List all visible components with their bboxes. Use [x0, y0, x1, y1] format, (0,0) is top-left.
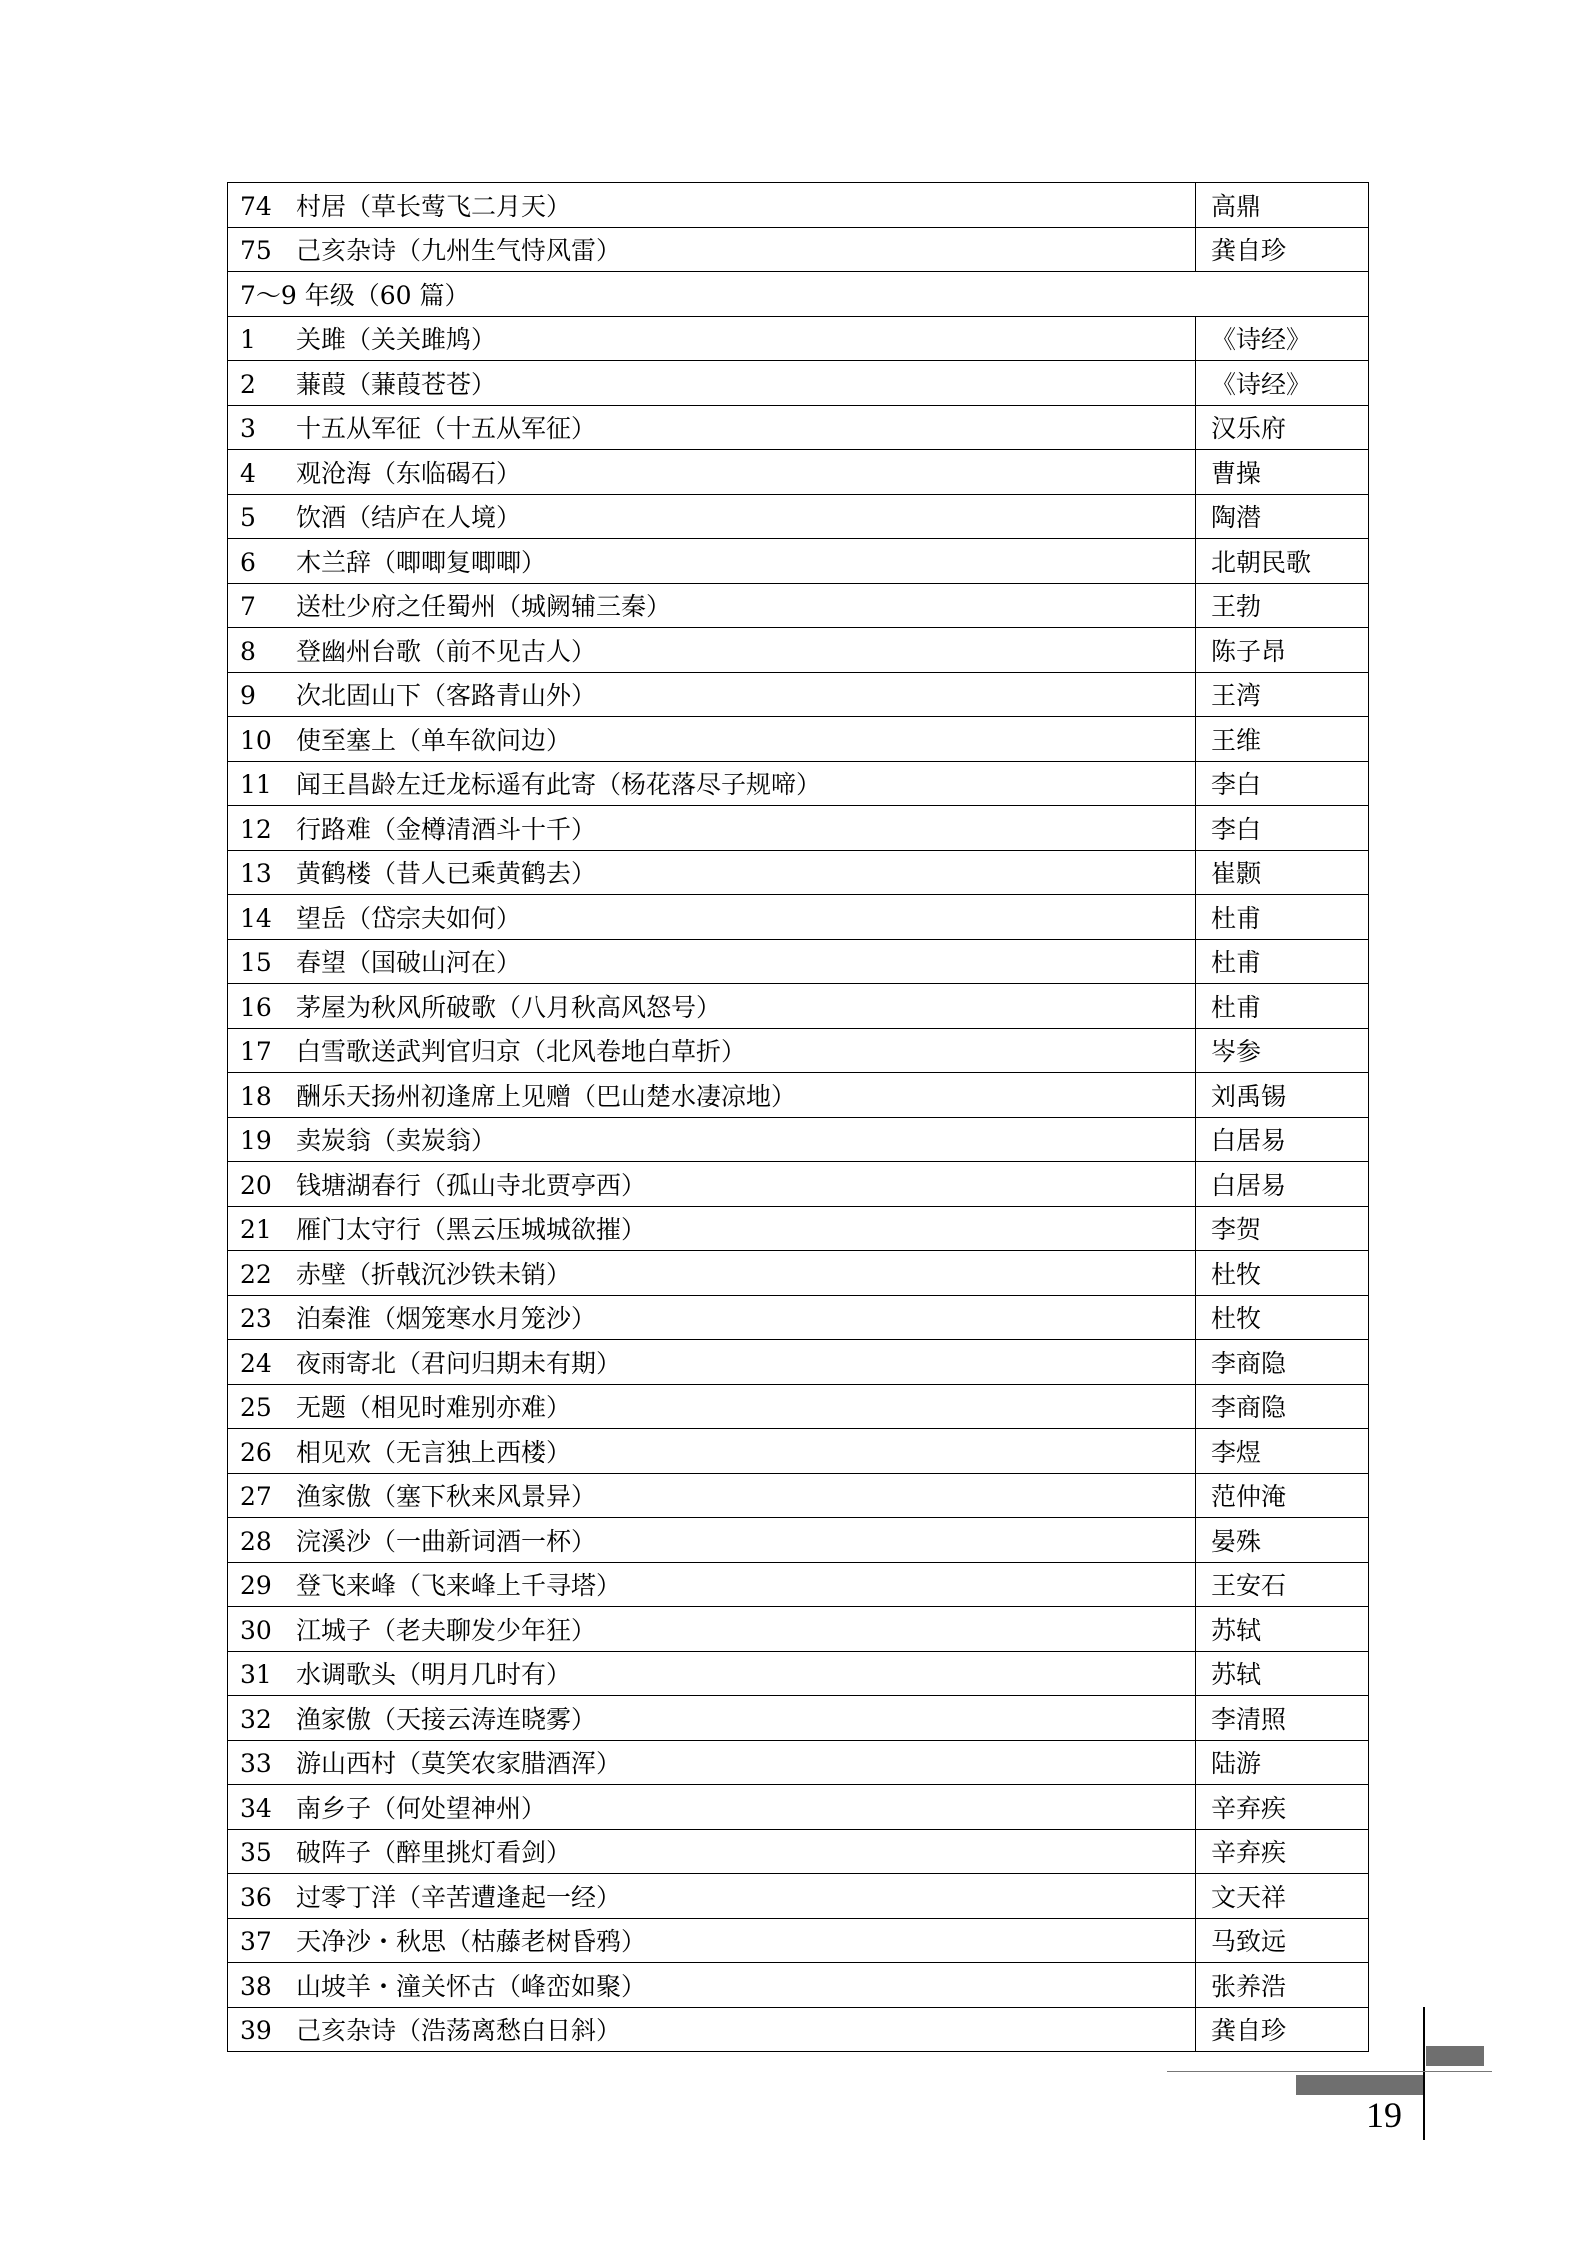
table-row — [228, 1829, 1369, 1874]
poem-cell — [228, 450, 1196, 495]
poem-cell — [228, 1028, 1196, 1073]
poem-title: 赤壁（折戟沉沙铁未销） — [296, 1259, 572, 1289]
poem-author: 杜牧 — [1196, 1295, 1369, 1340]
table-row — [228, 1429, 1369, 1474]
poem-title: 十五从军征（十五从军征） — [296, 414, 597, 444]
poem-cell — [228, 672, 1196, 717]
poem-author: 王勃 — [1196, 583, 1369, 628]
poem-number: 7 — [240, 592, 256, 622]
table-row — [228, 361, 1369, 406]
poem-number: 30 — [240, 1615, 272, 1645]
poem-cell — [228, 1696, 1196, 1741]
poem-title: 相见欢（无言独上西楼） — [296, 1437, 572, 1467]
poem-author: 北朝民歌 — [1196, 539, 1369, 584]
poem-title: 己亥杂诗（浩荡离愁白日斜） — [296, 2016, 622, 2046]
poem-title: 行路难（金樽清酒斗十千） — [296, 814, 597, 844]
table-row — [228, 1295, 1369, 1340]
poem-title: 望岳（岱宗夫如何） — [296, 903, 522, 933]
poem-number: 20 — [240, 1170, 272, 1200]
poem-cell — [228, 984, 1196, 1029]
poem-cell — [228, 761, 1196, 806]
poem-number: 16 — [240, 992, 272, 1022]
poem-title: 己亥杂诗（九州生气恃风雷） — [296, 236, 622, 266]
poem-number: 9 — [240, 681, 256, 711]
poem-title: 闻王昌龄左迁龙标遥有此寄（杨花落尽子规啼） — [296, 770, 822, 800]
table-row — [228, 1740, 1369, 1785]
poem-title: 无题（相见时难别亦难） — [296, 1393, 572, 1423]
table-row — [228, 1384, 1369, 1429]
poem-title: 饮酒（结庐在人境） — [296, 503, 522, 533]
poem-cell — [228, 183, 1196, 228]
poem-title: 关雎（关关雎鸠） — [296, 325, 497, 355]
poem-author: 李白 — [1196, 761, 1369, 806]
table-row — [228, 2007, 1369, 2052]
poem-number: 5 — [240, 503, 256, 533]
table-row — [228, 539, 1369, 584]
poem-cell — [228, 1607, 1196, 1652]
table-row — [228, 1963, 1369, 2008]
poem-list-table-container — [227, 182, 1368, 2052]
poem-number: 74 — [240, 191, 272, 221]
poem-cell — [228, 717, 1196, 762]
poem-author: 李贺 — [1196, 1206, 1369, 1251]
poem-title: 登幽州台歌（前不见古人） — [296, 636, 597, 666]
poem-title: 游山西村（莫笑农家腊酒浑） — [296, 1749, 622, 1779]
poem-author: 马致远 — [1196, 1918, 1369, 1963]
poem-title: 渔家傲（天接云涛连晓雾） — [296, 1704, 597, 1734]
table-row — [228, 984, 1369, 1029]
table-row — [228, 1562, 1369, 1607]
table-row — [228, 1162, 1369, 1207]
poem-title: 春望（国破山河在） — [296, 948, 522, 978]
poem-cell — [228, 1206, 1196, 1251]
table-row — [228, 1696, 1369, 1741]
table-row — [228, 1918, 1369, 1963]
poem-number: 19 — [240, 1126, 272, 1156]
poem-number: 32 — [240, 1704, 272, 1734]
poem-author: 李商隐 — [1196, 1384, 1369, 1429]
poem-number: 13 — [240, 859, 272, 889]
poem-title: 观沧海（东临碣石） — [296, 458, 522, 488]
poem-author: 曹操 — [1196, 450, 1369, 495]
poem-author: 辛弃疾 — [1196, 1829, 1369, 1874]
poem-title: 蒹葭（蒹葭苍苍） — [296, 369, 497, 399]
poem-number: 38 — [240, 1971, 272, 2001]
poem-cell — [228, 1429, 1196, 1474]
poem-cell — [228, 1963, 1196, 2008]
poem-cell — [228, 1073, 1196, 1118]
poem-title: 过零丁洋（辛苦遭逢起一经） — [296, 1882, 622, 1912]
table-row — [228, 1340, 1369, 1385]
poem-author: 李商隐 — [1196, 1340, 1369, 1385]
poem-title: 破阵子（醉里挑灯看剑） — [296, 1838, 572, 1868]
poem-title: 使至塞上（单车欲问边） — [296, 725, 572, 755]
table-row — [228, 1607, 1369, 1652]
corner-gray-bar-lower — [1296, 2075, 1423, 2095]
poem-title: 登飞来峰（飞来峰上千寻塔） — [296, 1571, 622, 1601]
poem-author: 王安石 — [1196, 1562, 1369, 1607]
poem-author: 汉乐府 — [1196, 405, 1369, 450]
table-row — [228, 672, 1369, 717]
table-row — [228, 316, 1369, 361]
poem-cell — [228, 1251, 1196, 1296]
poem-number: 37 — [240, 1927, 272, 1957]
poem-cell — [228, 405, 1196, 450]
table-row — [228, 806, 1369, 851]
poem-title: 渔家傲（塞下秋来风景异） — [296, 1482, 597, 1512]
poem-number: 11 — [240, 770, 272, 800]
poem-cell — [228, 227, 1196, 272]
poem-number: 3 — [240, 414, 256, 444]
poem-title: 雁门太守行（黑云压城城欲摧） — [296, 1215, 647, 1245]
poem-author: 张养浩 — [1196, 1963, 1369, 2008]
poem-number: 8 — [240, 636, 256, 666]
poem-title: 江城子（老夫聊发少年狂） — [296, 1615, 597, 1645]
poem-title: 天净沙・秋思（枯藤老树昏鸦） — [296, 1927, 647, 1957]
poem-number: 22 — [240, 1259, 272, 1289]
table-row — [228, 628, 1369, 673]
poem-number: 2 — [240, 369, 256, 399]
poem-cell — [228, 316, 1196, 361]
poem-author: 王湾 — [1196, 672, 1369, 717]
table-row — [228, 1785, 1369, 1830]
poem-title: 黄鹤楼（昔人已乘黄鹤去） — [296, 859, 597, 889]
table-row — [228, 1028, 1369, 1073]
poem-cell — [228, 1740, 1196, 1785]
poem-number: 26 — [240, 1437, 272, 1467]
table-row — [228, 895, 1369, 940]
poem-cell — [228, 628, 1196, 673]
poem-number: 27 — [240, 1482, 272, 1512]
poem-author: 杜牧 — [1196, 1251, 1369, 1296]
poem-author: 杜甫 — [1196, 939, 1369, 984]
poem-title: 南乡子（何处望神州） — [296, 1793, 547, 1823]
table-row — [228, 494, 1369, 539]
poem-cell — [228, 1162, 1196, 1207]
poem-cell — [228, 361, 1196, 406]
poem-cell — [228, 1518, 1196, 1563]
poem-cell — [228, 1473, 1196, 1518]
poem-number: 18 — [240, 1081, 272, 1111]
poem-number: 25 — [240, 1393, 272, 1423]
poem-title: 钱塘湖春行（孤山寺北贾亭西） — [296, 1170, 647, 1200]
poem-list-table — [227, 182, 1369, 2052]
poem-title: 水调歌头（明月几时有） — [296, 1660, 572, 1690]
poem-title: 卖炭翁（卖炭翁） — [296, 1126, 497, 1156]
poem-author: 王维 — [1196, 717, 1369, 762]
poem-cell — [228, 1874, 1196, 1919]
table-row — [228, 761, 1369, 806]
poem-cell — [228, 806, 1196, 851]
poem-author: 杜甫 — [1196, 895, 1369, 940]
poem-number: 21 — [240, 1215, 272, 1245]
table-row — [228, 583, 1369, 628]
poem-number: 28 — [240, 1526, 272, 1556]
table-row — [228, 1251, 1369, 1296]
poem-author: 杜甫 — [1196, 984, 1369, 1029]
poem-title: 夜雨寄北（君问归期未有期） — [296, 1348, 622, 1378]
table-row — [228, 850, 1369, 895]
poem-cell — [228, 1785, 1196, 1830]
poem-author: 范仲淹 — [1196, 1473, 1369, 1518]
poem-cell — [228, 583, 1196, 628]
poem-title: 次北固山下（客路青山外） — [296, 681, 597, 711]
poem-number: 39 — [240, 2016, 272, 2046]
poem-number: 14 — [240, 903, 272, 933]
poem-cell — [228, 850, 1196, 895]
table-row — [228, 1874, 1369, 1919]
corner-vertical-line — [1423, 2007, 1425, 2140]
poem-author: 《诗经》 — [1196, 361, 1369, 406]
poem-author: 文天祥 — [1196, 1874, 1369, 1919]
poem-title: 茅屋为秋风所破歌（八月秋高风怒号） — [296, 992, 722, 1022]
poem-list-table-body — [228, 183, 1369, 2052]
poem-number: 6 — [240, 547, 256, 577]
poem-title: 泊秦淮（烟笼寒水月笼沙） — [296, 1304, 597, 1334]
poem-title: 送杜少府之任蜀州（城阙辅三秦） — [296, 592, 672, 622]
poem-title: 木兰辞（唧唧复唧唧） — [296, 547, 547, 577]
section-header-row — [228, 272, 1369, 317]
table-row — [228, 1518, 1369, 1563]
corner-thin-line — [1167, 2071, 1492, 2072]
poem-cell — [228, 2007, 1196, 2052]
poem-author: 刘禹锡 — [1196, 1073, 1369, 1118]
poem-cell — [228, 1117, 1196, 1162]
poem-number: 1 — [240, 325, 256, 355]
poem-cell — [228, 1340, 1196, 1385]
poem-author: 高鼎 — [1196, 183, 1369, 228]
poem-title: 山坡羊・潼关怀古（峰峦如聚） — [296, 1971, 647, 2001]
poem-number: 75 — [240, 236, 272, 266]
poem-author: 崔颢 — [1196, 850, 1369, 895]
poem-number: 36 — [240, 1882, 272, 1912]
poem-cell — [228, 1295, 1196, 1340]
poem-number: 10 — [240, 725, 272, 755]
table-row — [228, 1117, 1369, 1162]
table-row — [228, 1473, 1369, 1518]
poem-author: 龚自珍 — [1196, 227, 1369, 272]
section-title: 7～9 年级（60 篇） — [228, 272, 1369, 317]
poem-cell — [228, 1918, 1196, 1963]
poem-cell — [228, 494, 1196, 539]
poem-author: 白居易 — [1196, 1162, 1369, 1207]
poem-title: 浣溪沙（一曲新词酒一杯） — [296, 1526, 597, 1556]
poem-number: 31 — [240, 1660, 272, 1690]
poem-author: 陶潜 — [1196, 494, 1369, 539]
poem-author: 李清照 — [1196, 1696, 1369, 1741]
poem-cell — [228, 1829, 1196, 1874]
poem-title: 酬乐天扬州初逢席上见赠（巴山楚水凄凉地） — [296, 1081, 797, 1111]
poem-author: 苏轼 — [1196, 1651, 1369, 1696]
poem-author: 陆游 — [1196, 1740, 1369, 1785]
poem-author: 《诗经》 — [1196, 316, 1369, 361]
poem-number: 35 — [240, 1838, 272, 1868]
poem-title: 村居（草长莺飞二月天） — [296, 191, 572, 221]
page-number: 19 — [1366, 2095, 1402, 2135]
poem-author: 李白 — [1196, 806, 1369, 851]
poem-cell — [228, 1562, 1196, 1607]
poem-number: 29 — [240, 1571, 272, 1601]
poem-author: 白居易 — [1196, 1117, 1369, 1162]
poem-number: 17 — [240, 1037, 272, 1067]
poem-number: 4 — [240, 458, 256, 488]
table-row — [228, 1073, 1369, 1118]
corner-gray-bar-upper — [1426, 2046, 1484, 2066]
poem-cell — [228, 895, 1196, 940]
table-row — [228, 717, 1369, 762]
poem-cell — [228, 539, 1196, 584]
table-row — [228, 183, 1369, 228]
table-row — [228, 1651, 1369, 1696]
poem-cell — [228, 1384, 1196, 1429]
poem-author: 苏轼 — [1196, 1607, 1369, 1652]
table-row — [228, 450, 1369, 495]
poem-author: 岑参 — [1196, 1028, 1369, 1073]
poem-number: 12 — [240, 814, 272, 844]
poem-number: 33 — [240, 1749, 272, 1779]
poem-author: 晏殊 — [1196, 1518, 1369, 1563]
poem-number: 23 — [240, 1304, 272, 1334]
poem-author: 辛弃疾 — [1196, 1785, 1369, 1830]
poem-cell — [228, 939, 1196, 984]
poem-author: 龚自珍 — [1196, 2007, 1369, 2052]
poem-cell — [228, 1651, 1196, 1696]
poem-number: 24 — [240, 1348, 272, 1378]
table-row — [228, 939, 1369, 984]
table-row — [228, 405, 1369, 450]
poem-number: 34 — [240, 1793, 272, 1823]
poem-author: 李煜 — [1196, 1429, 1369, 1474]
poem-title: 白雪歌送武判官归京（北风卷地白草折） — [296, 1037, 747, 1067]
table-row — [228, 1206, 1369, 1251]
table-row — [228, 227, 1369, 272]
poem-author: 陈子昂 — [1196, 628, 1369, 673]
poem-number: 15 — [240, 948, 272, 978]
